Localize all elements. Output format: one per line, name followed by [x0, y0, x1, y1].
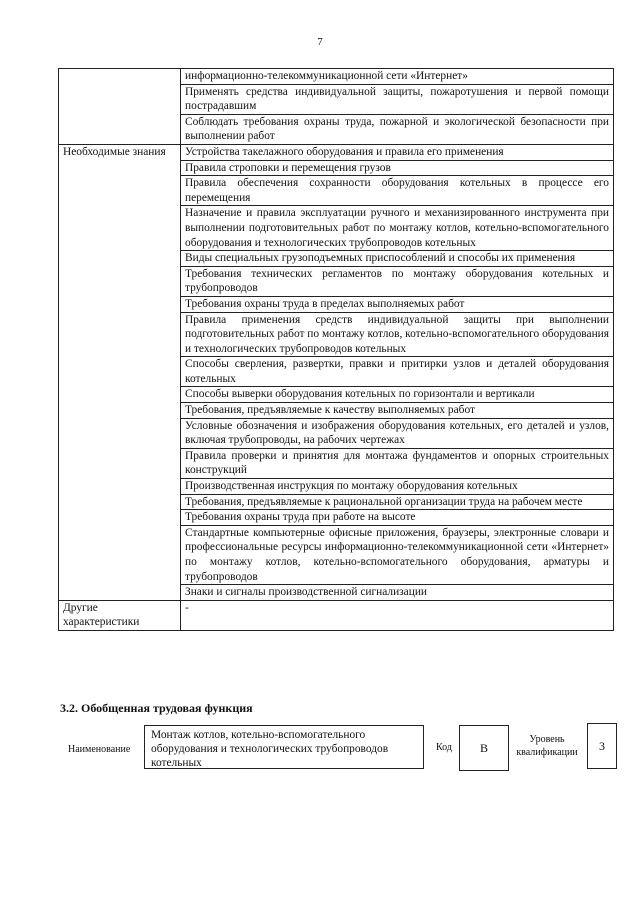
requirement-cell: Устройства такелажного оборудования и правила его применения [181, 144, 614, 160]
requirement-cell: - [181, 600, 614, 630]
requirement-cell: Требования, предъявляемые к рациональной организации труда на рабочем месте [181, 494, 614, 510]
requirement-cell: Назначение и правила эксплуатации ручного и механизированного инструмента при выполнении подготовительных работ по монтажу котлов, котельно-вспомогательного оборудования и технологических трубопроводов котельных [181, 206, 614, 251]
code-box: В [459, 725, 509, 771]
table-row [59, 600, 614, 630]
requirement-cell: Стандартные компьютерные офисные приложения, браузеры, электронные словари и профессиональные ресурсы информационно-телекоммуникационной сети «Интернет» по монтажу котлов, котельно-вспомогательного оборудования, арматуры и трубопроводов [181, 525, 614, 584]
requirements-table [58, 68, 614, 631]
page-number: 7 [317, 36, 323, 48]
requirement-cell: Правила проверки и принятия для монтажа фундаментов и опорных строительных конструкций [181, 448, 614, 478]
requirement-cell: Требования охраны труда в пределах выполняемых работ [181, 296, 614, 312]
requirement-cell: Правила применения средств индивидуальной защиты при выполнении подготовительных работ по монтажу котлов, котельно-вспомогательного оборудования и технологических трубопроводов котельных [181, 312, 614, 357]
requirement-cell: Применять средства индивидуальной защиты, пожаротушения и первой помощи пострадавшим [181, 84, 614, 114]
requirement-cell: Виды специальных грузоподъемных приспособлений и способы их применения [181, 251, 614, 267]
code-label: Код [436, 742, 452, 753]
section-heading: 3.2. Обобщенная трудовая функция [60, 701, 253, 715]
requirement-cell: Знаки и сигналы производственной сигнализации [181, 585, 614, 601]
requirement-cell: Соблюдать требования охраны труда, пожарной и экологической безопасности при выполнении работ [181, 114, 614, 144]
requirement-cell: Производственная инструкция по монтажу оборудования котельных [181, 479, 614, 495]
requirement-cell: Требования, предъявляемые к качеству выполняемых работ [181, 403, 614, 419]
category-cell: Необходимые знания [59, 144, 181, 600]
requirement-cell: Способы выверки оборудования котельных по горизонтали и вертикали [181, 387, 614, 403]
table-row [59, 69, 614, 85]
generalized-function-row [0, 723, 640, 773]
requirement-cell: Правила строповки и перемещения грузов [181, 160, 614, 176]
requirement-cell: Условные обозначения и изображения оборудования котельных, его деталей и узлов, включая трубопроводы, на рабочих чертежах [181, 418, 614, 448]
function-name-box: Монтаж котлов, котельно-вспомогательного оборудования и технологических трубопроводов котельных [144, 725, 424, 769]
requirement-cell: Правила обеспечения сохранности оборудования котельных в процессе его перемещения [181, 176, 614, 206]
requirement-cell: информационно-телекоммуникационной сети «Интернет» [181, 69, 614, 85]
requirement-cell: Требования охраны труда при работе на высоте [181, 510, 614, 526]
requirement-cell: Способы сверления, развертки, правки и притирки узлов и деталей оборудования котельных [181, 357, 614, 387]
table-row [59, 144, 614, 160]
requirement-cell: Требования технических регламентов по монтажу оборудования котельных и трубопроводов [181, 266, 614, 296]
category-cell [59, 69, 181, 145]
qualification-level-label: Уровень квалификации [516, 734, 578, 758]
name-label: Наименование [68, 744, 131, 755]
category-cell: Другие характеристики [59, 600, 181, 630]
qualification-level-box: 3 [587, 723, 617, 769]
